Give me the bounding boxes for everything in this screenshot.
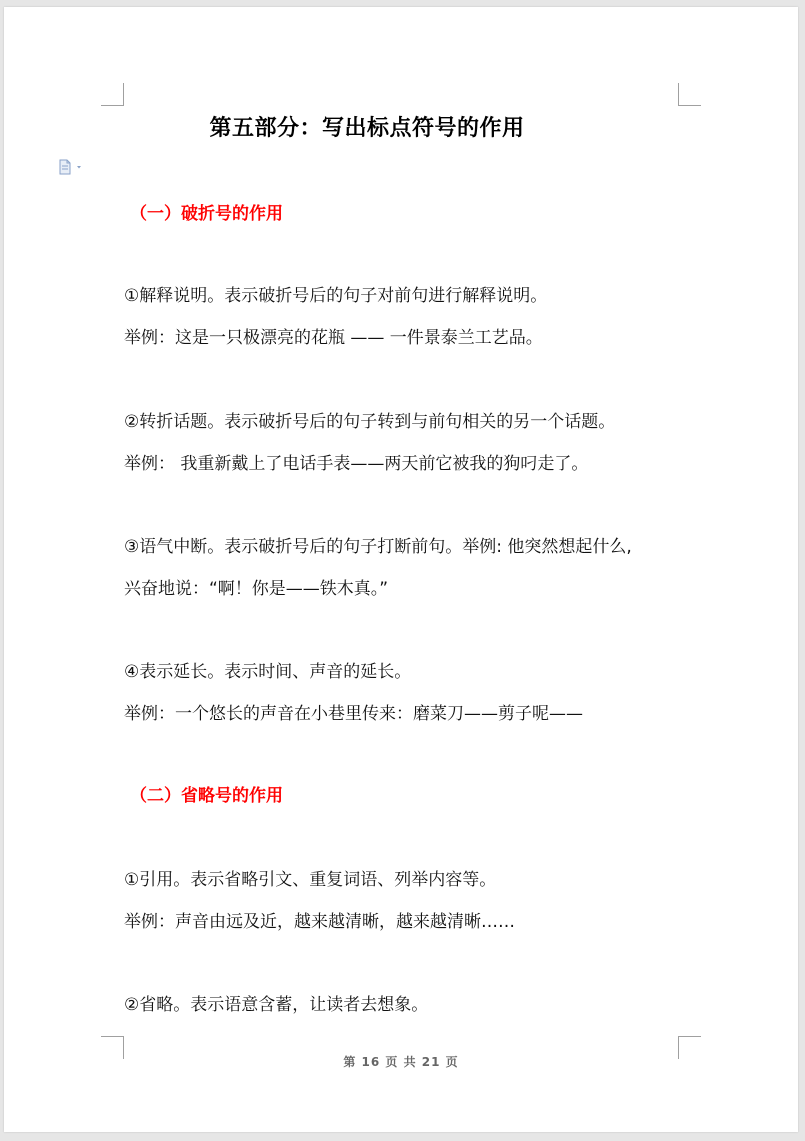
paragraph-continuation-line: 兴奋地说：“啊！你是——铁木真。” (124, 579, 389, 599)
paragraph-line: ②省略。表示语意含蓄，让读者去想象。 (124, 995, 429, 1015)
document-dropdown-icon[interactable] (58, 159, 88, 175)
example-line: 举例：一个悠长的声音在小巷里传来：磨菜刀——剪子呢—— (124, 704, 583, 724)
margin-corner-top-right (678, 83, 701, 106)
page-number-footer: 第 16 页 共 21 页 (343, 1055, 459, 1069)
section-heading-dash: （一）破折号的作用 (130, 204, 283, 224)
example-line: 举例：这是一只极漂亮的花瓶 —— 一件景泰兰工艺品。 (124, 328, 543, 348)
margin-corner-top-left (101, 83, 124, 106)
document-page (4, 7, 798, 1132)
paragraph-line: ①引用。表示省略引文、重复词语、列举内容等。 (124, 870, 497, 890)
paragraph-line: ②转折话题。表示破折号后的句子转到与前句相关的另一个话题。 (124, 412, 616, 432)
section-heading-ellipsis: （二）省略号的作用 (130, 786, 283, 806)
example-line: 举例：声音由远及近，越来越清晰，越来越清晰…… (124, 912, 515, 932)
paragraph-line: ③语气中断。表示破折号后的句子打断前句。举例: 他突然想起什么, (124, 537, 632, 557)
paragraph-line: ④表示延长。表示时间、声音的延长。 (124, 662, 412, 682)
paragraph-line: ①解释说明。表示破折号后的句子对前句进行解释说明。 (124, 286, 548, 306)
page-title: 第五部分：写出标点符号的作用 (209, 116, 525, 141)
example-line: 举例： 我重新戴上了电话手表——两天前它被我的狗叼走了。 (124, 454, 589, 474)
